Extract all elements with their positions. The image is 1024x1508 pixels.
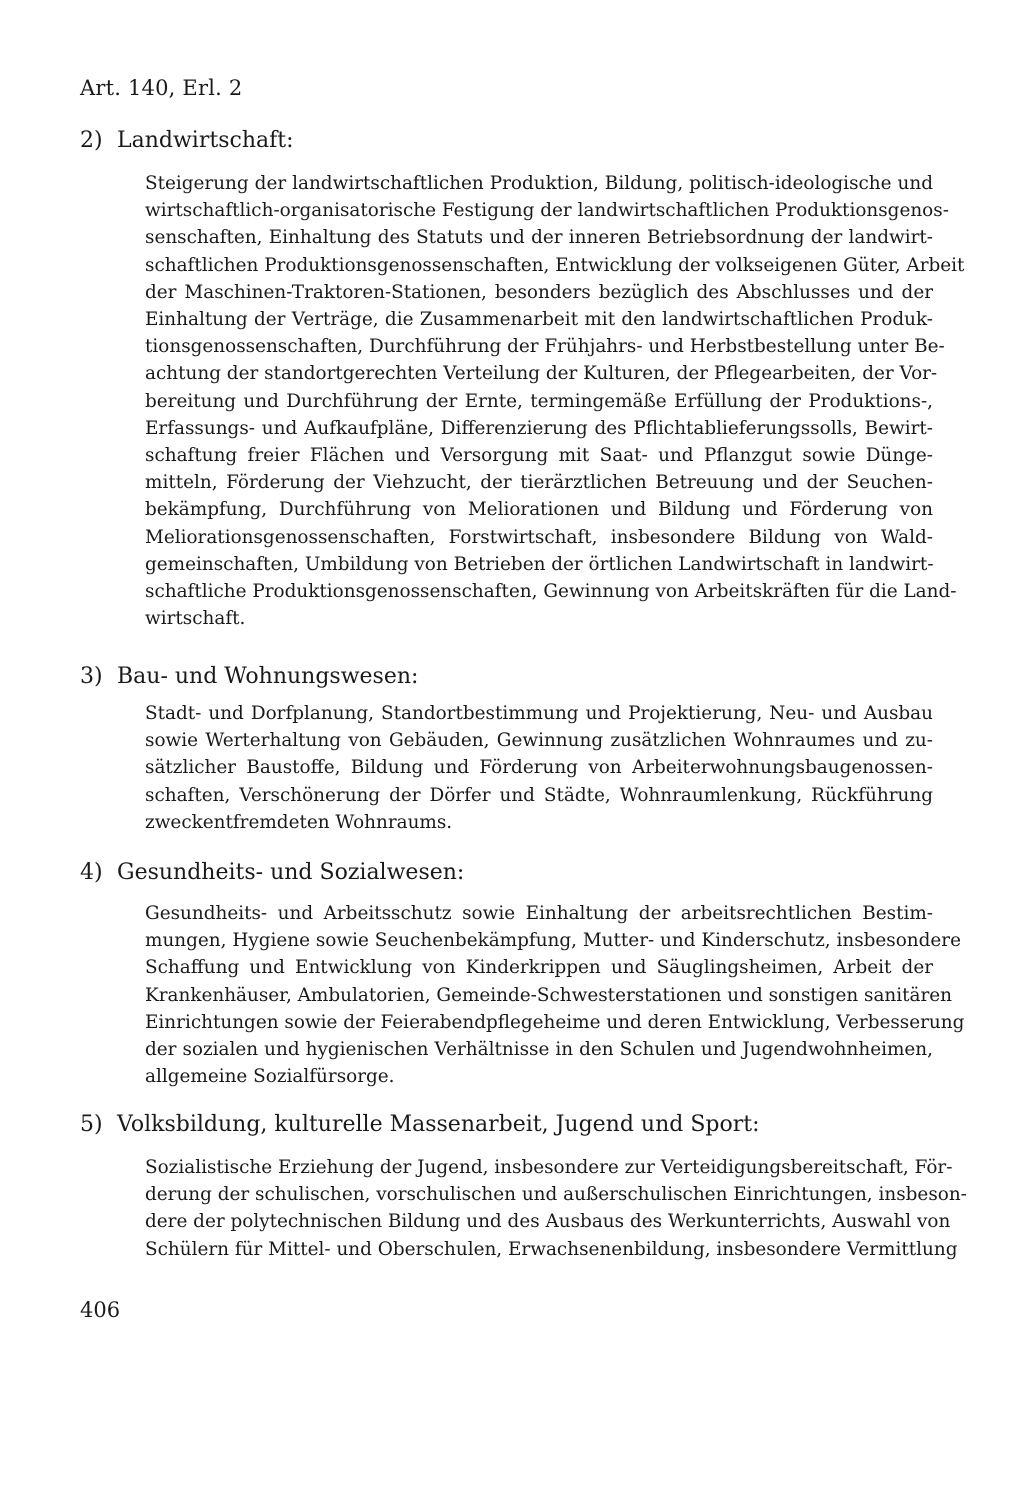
text-line: Steigerung der landwirtschaftlichen Produktion, Bildung, politisch-ideologische und xyxy=(145,173,933,194)
section-title: Gesundheits- und Sozialwesen: xyxy=(117,860,465,885)
text-line: allgemeine Sozialfürsorge. xyxy=(145,1066,395,1088)
text-line: Schaffung und Entwicklung von Kinderkrippen und Säuglingsheimen, Arbeit der xyxy=(145,957,933,979)
text-line: bereitung und Durchführung der Ernte, termingemäße Erfüllung der Produktions-, xyxy=(145,390,933,412)
text-line: zweckentfremdeten Wohnraums. xyxy=(145,811,453,833)
section-number: 4) xyxy=(80,860,103,885)
text-line: mitteln, Förderung der Viehzucht, der tierärztlichen Betreuung und der Seuchen- xyxy=(145,472,933,494)
text-line: tionsgenossenschaften, Durchführung der Frühjahrs- und Herbstbestellung unter Be- xyxy=(145,336,945,358)
text-line: Einrichtungen sowie der Feierabendpflegeheime und deren Entwicklung, Verbesserung xyxy=(145,1011,965,1033)
text-line: dere der polytechnischen Bildung und des Ausbaus des Werkunterrichts, Auswahl von xyxy=(145,1211,951,1233)
text-line: Schülern für Mittel- und Oberschulen, Erwachsenenbildung, insbesondere Vermittlung xyxy=(145,1238,958,1260)
text-line: Stadt- und Dorfplanung, Standortbestimmung und Projektierung, Neu- und Ausbau xyxy=(145,703,933,724)
section-body-4 xyxy=(145,900,965,1090)
text-line: schaftung freier Flächen und Versorgung mit Saat- und Pflanzgut sowie Dünge- xyxy=(145,445,933,467)
text-line: schaftlichen Produktionsgenossenschaften, Entwicklung der volkseigenen Güter, Arbeit xyxy=(145,254,965,276)
text-line: schaftliche Produktionsgenossenschaften, Gewinnung von Arbeitskräften für die Land- xyxy=(145,581,957,603)
section-heading-5 xyxy=(80,1110,760,1140)
running-head: Art. 140, Erl. 2 xyxy=(80,76,243,100)
section-number: 3) xyxy=(80,664,103,689)
section-body-2 xyxy=(145,170,965,632)
section-heading-3 xyxy=(80,662,418,692)
text-line: Krankenhäuser, Ambulatorien, Gemeinde-Schwesterstationen und sonstigen sanitären xyxy=(145,984,953,1006)
section-title: Volksbildung, kulturelle Massenarbeit, Jugend und Sport: xyxy=(117,1112,760,1137)
text-line: gemeinschaften, Umbildung von Betrieben der örtlichen Landwirtschaft in landwirt- xyxy=(145,553,934,575)
section-heading-2 xyxy=(80,126,294,156)
text-line: Gesundheits- und Arbeitsschutz sowie Einhaltung der arbeitsrechtlichen Bestim- xyxy=(145,903,933,924)
section-number: 2) xyxy=(80,128,103,153)
section-heading-4 xyxy=(80,858,464,888)
text-line: schaften, Verschönerung der Dörfer und Städte, Wohnraumlenkung, Rückführung xyxy=(145,784,933,806)
text-line: bekämpfung, Durchführung von Meliorationen und Bildung und Förderung von xyxy=(145,499,933,521)
text-line: senschaften, Einhaltung des Statuts und der inneren Betriebsordnung der landwirt- xyxy=(145,227,933,249)
text-line: der sozialen und hygienischen Verhältnisse in den Schulen und Jugendwohnheimen, xyxy=(145,1039,933,1061)
section-title: Bau- und Wohnungswesen: xyxy=(117,664,419,689)
text-line: wirtschaft. xyxy=(145,608,246,630)
section-number: 5) xyxy=(80,1112,103,1137)
text-line: Einhaltung der Verträge, die Zusammenarbeit mit den landwirtschaftlichen Produk- xyxy=(145,309,933,331)
section-body-5 xyxy=(145,1154,967,1263)
text-line: Erfassungs- und Aufkaufpläne, Differenzierung des Pflichtablieferungssolls, Bewirt- xyxy=(145,417,933,439)
section-title: Landwirtschaft: xyxy=(117,128,294,153)
text-line: wirtschaftlich-organisatorische Festigung der landwirtschaftlichen Produktionsgenos- xyxy=(145,200,949,222)
text-line: sowie Werterhaltung von Gebäuden, Gewinnung zusätzlichen Wohnraumes und zu- xyxy=(145,730,933,752)
section-body-3 xyxy=(145,700,933,836)
text-line: Sozialistische Erziehung der Jugend, insbesondere zur Verteidigungsbereitschaft, För- xyxy=(145,1157,953,1178)
text-line: sätzlicher Baustoffe, Bildung und Förderung von Arbeiterwohnungsbaugenossen- xyxy=(145,757,933,779)
text-line: Meliorationsgenossenschaften, Forstwirtschaft, insbesondere Bildung von Wald- xyxy=(145,526,933,548)
text-line: achtung der standortgerechten Verteilung der Kulturen, der Pflegearbeiten, der Vor- xyxy=(145,363,938,385)
page-number: 406 xyxy=(80,1298,121,1322)
text-line: derung der schulischen, vorschulischen und außerschulischen Einrichtungen, insbeson- xyxy=(145,1184,967,1206)
text-line: der Maschinen-Traktoren-Stationen, besonders bezüglich des Abschlusses und der xyxy=(145,281,933,303)
text-line: mungen, Hygiene sowie Seuchenbekämpfung, Mutter- und Kinderschutz, insbesondere xyxy=(145,930,961,952)
